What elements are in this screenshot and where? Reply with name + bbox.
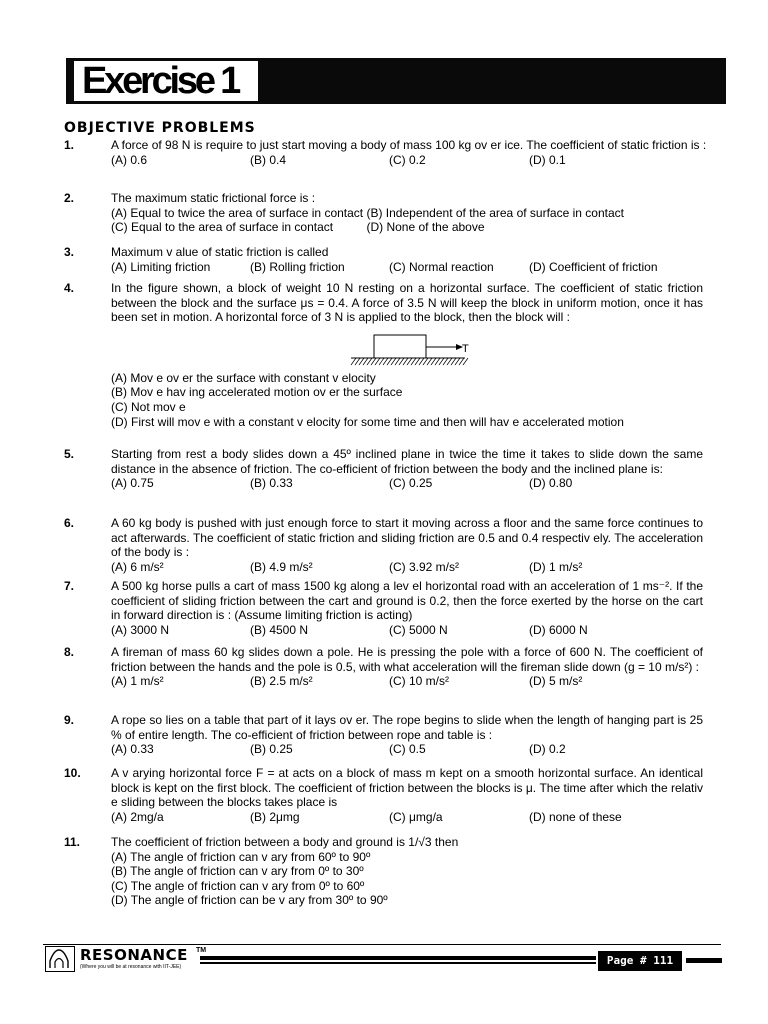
question-number: 11. [64,835,81,849]
option-c[interactable]: (C) 10 m/s² [389,674,449,689]
hatch-mark [447,358,452,365]
hatch-mark [387,358,392,365]
question-number: 3. [64,245,75,259]
option-a[interactable]: (A) The angle of friction can v ary from 60º to 90º [111,849,371,864]
question-text: Maximum v alue of static friction is called [111,245,329,259]
option-a[interactable]: (A) 0.6 [111,152,148,167]
option-c[interactable]: (C) 3.92 m/s² [389,559,460,574]
option-a[interactable]: (A) 3000 N [111,622,170,637]
hatch-mark [439,358,444,365]
hatch-mark [383,358,388,365]
trademark: TM [196,947,207,954]
option-b[interactable]: (B) 0.4 [250,152,287,167]
hatch-mark [355,358,360,365]
question-number: 7. [64,579,75,593]
option-d[interactable]: (D) none of these [529,809,622,824]
hatch-mark [371,358,376,365]
hatch-mark [455,358,460,365]
question-text: In the figure shown, a block of weight 10 N resting on a horizontal surface. The coefficient of static friction between the block and the surface μs = 0.4. A force of 3.5 N will keep the block in uniform motion, once it has been set in motion. A horizontal force of 3 N is applied to the block, then the block will : [111,281,703,325]
footer-rule [43,944,721,945]
option-a[interactable]: (A) Limiting friction [111,259,211,274]
hatch-mark [367,358,372,365]
question-text: A 500 kg horse pulls a cart of mass 1500 kg along a lev el horizontal road with an acceleration of 1 ms⁻². If the coefficient of sliding friction between the cart and ground is 0.2, then the force exerted by the horse on the cart in forward direction is : (Assume limiting friction is acting) [111,579,703,623]
hatch-mark [391,358,396,365]
option-c[interactable]: (C) Normal reaction [389,259,494,274]
page-title: Exercise 1 [82,60,239,102]
option-d[interactable]: (D) Coefficient of friction [529,259,658,274]
option-a[interactable]: (A) 0.33 [111,742,154,757]
hatch-mark [451,358,456,365]
hatch-mark [379,358,384,365]
options-row [111,810,703,825]
block-on-surface-figure [111,325,703,371]
hatch-mark [363,358,368,365]
question-number: 5. [64,447,75,461]
header-title-box [74,61,258,101]
question-text: A force of 98 N is require to just start moving a body of mass 100 kg ov er ice. The coefficient of static friction is : [111,138,707,152]
option-b[interactable]: (B) 4500 N [250,622,309,637]
question-number: 8. [64,645,75,659]
option-c[interactable]: (C) 0.25 [389,476,433,491]
question-number: 10. [64,766,81,780]
footer-tagline: (Where you will be at resonance with IIT-JEE) [80,964,182,970]
option-b[interactable]: (B) Mov e hav ing accelerated motion ov er the surface [111,385,403,400]
option-b[interactable]: (B) 0.25 [250,742,293,757]
footer-bar-right [686,958,722,963]
question-text: The coefficient of friction between a body and ground is 1/√3 then [111,835,459,849]
options-row [111,623,703,638]
option-c[interactable]: (C) 0.5 [389,742,426,757]
hatch-mark [415,358,420,365]
footer-bar-thin [200,962,596,964]
options-row [111,674,703,689]
option-a[interactable]: (A) Mov e ov er the surface with constant v elocity [111,370,376,385]
options-row [111,260,751,275]
force-label: T [462,342,469,355]
question-number: 1. [64,138,75,152]
question-text: A v arying horizontal force F = at acts on a block of mass m kept on a smooth horizontal surface. An identical block is kept on the first block. The coefficient of friction between the blocks is μ. The time after which the relativ e sliding between the blocks takes place is [111,766,703,810]
option-a[interactable]: (A) 6 m/s² [111,559,164,574]
option-b[interactable]: (B) 2.5 m/s² [250,674,313,689]
options-row [111,153,751,168]
question-number: 2. [64,191,75,205]
question-number: 4. [64,281,75,295]
option-d[interactable]: (D) First will mov e with a constant v elocity for some time and then will hav e accelerated motion [111,414,624,429]
option-d[interactable]: (D) 0.1 [529,152,566,167]
footer-bar [200,956,596,960]
options-row [111,476,703,491]
option-a[interactable]: (A) 1 m/s² [111,674,164,689]
footer-brand: RESONANCE [80,946,188,964]
hatch-mark [399,358,404,365]
hatch-mark [375,358,380,365]
option-c[interactable]: (C) The angle of friction can v ary from 0º to 60º [111,878,365,893]
option-d[interactable]: (D) 0.80 [529,476,573,491]
option-line-2[interactable]: (C) Equal to the area of surface in contact (D) None of the above [111,220,485,235]
option-a[interactable]: (A) 0.75 [111,476,154,491]
options-row [111,742,703,757]
option-a[interactable]: (A) 2mg/a [111,809,164,824]
hatch-mark [403,358,408,365]
page-number-badge: Page # 111 [598,951,682,971]
option-b[interactable]: (B) 0.33 [250,476,293,491]
option-c[interactable]: (C) 5000 N [389,622,448,637]
option-c[interactable]: (C) Not mov e [111,399,186,414]
hatch-mark [443,358,448,365]
option-b[interactable]: (B) 4.9 m/s² [250,559,313,574]
option-b[interactable]: (B) Rolling friction [250,259,345,274]
hatch-mark [459,358,464,365]
option-d[interactable]: (D) 6000 N [529,622,588,637]
question-text: Starting from rest a body slides down a 45º inclined plane in twice the time it takes to slide down the same distance in the absence of friction. The co-efficient of friction between the body and the inclined plane is: [111,447,703,476]
logo-mark [46,947,73,970]
options-row [111,560,703,575]
option-c[interactable]: (C) μmg/a [389,809,443,824]
section-heading: OBJECTIVE PROBLEMS [64,120,256,136]
hatch-mark [427,358,432,365]
hatch-mark [395,358,400,365]
option-d[interactable]: (D) 1 m/s² [529,559,583,574]
hatch-mark [431,358,436,365]
hatch-mark [351,358,356,365]
hatch-mark [411,358,416,365]
hatch-mark [435,358,440,365]
hatch-mark [407,358,412,365]
question-number: 6. [64,516,75,530]
question-text: A fireman of mass 60 kg slides down a pole. He is pressing the pole with a force of 600 N. The coefficient of friction between the hands and the pole is 0.5, with what acceleration will the fireman slide down (g = 10 m/s²) : [111,645,703,674]
hatch-mark [423,358,428,365]
option-d[interactable]: (D) 0.2 [529,742,566,757]
question-text: A rope so lies on a table that part of it lays ov er. The rope begins to slide when the length of hanging part is 25 % of entire length. The co-efficient of friction between rope and table is : [111,713,703,742]
hatch-mark [419,358,424,365]
option-c[interactable]: (C) 0.2 [389,152,426,167]
option-d[interactable]: (D) The angle of friction can be v ary from 30º to 90º [111,893,388,908]
hatch-mark [463,358,468,365]
block [374,335,426,358]
option-d[interactable]: (D) 5 m/s² [529,674,583,689]
question-text: The maximum static frictional force is : [111,191,316,205]
hatch-mark [359,358,364,365]
question-number: 9. [64,713,75,727]
option-line-1[interactable]: (A) Equal to twice the area of surface in contact (B) Independent of the area of surface in contact [111,205,624,220]
option-b[interactable]: (B) 2μmg [250,809,300,824]
resonance-logo-icon [45,946,75,972]
question-text: A 60 kg body is pushed with just enough force to start it moving across a floor and the same force continues to act afterwards. The coefficient of static friction and sliding friction are 0.5 and 0.4 respectiv ely. The acceleration of the body is : [111,516,703,560]
block-diagram [111,325,703,371]
option-b[interactable]: (B) The angle of friction can v ary from 0º to 30º [111,864,364,879]
surface-hatching [351,358,468,365]
